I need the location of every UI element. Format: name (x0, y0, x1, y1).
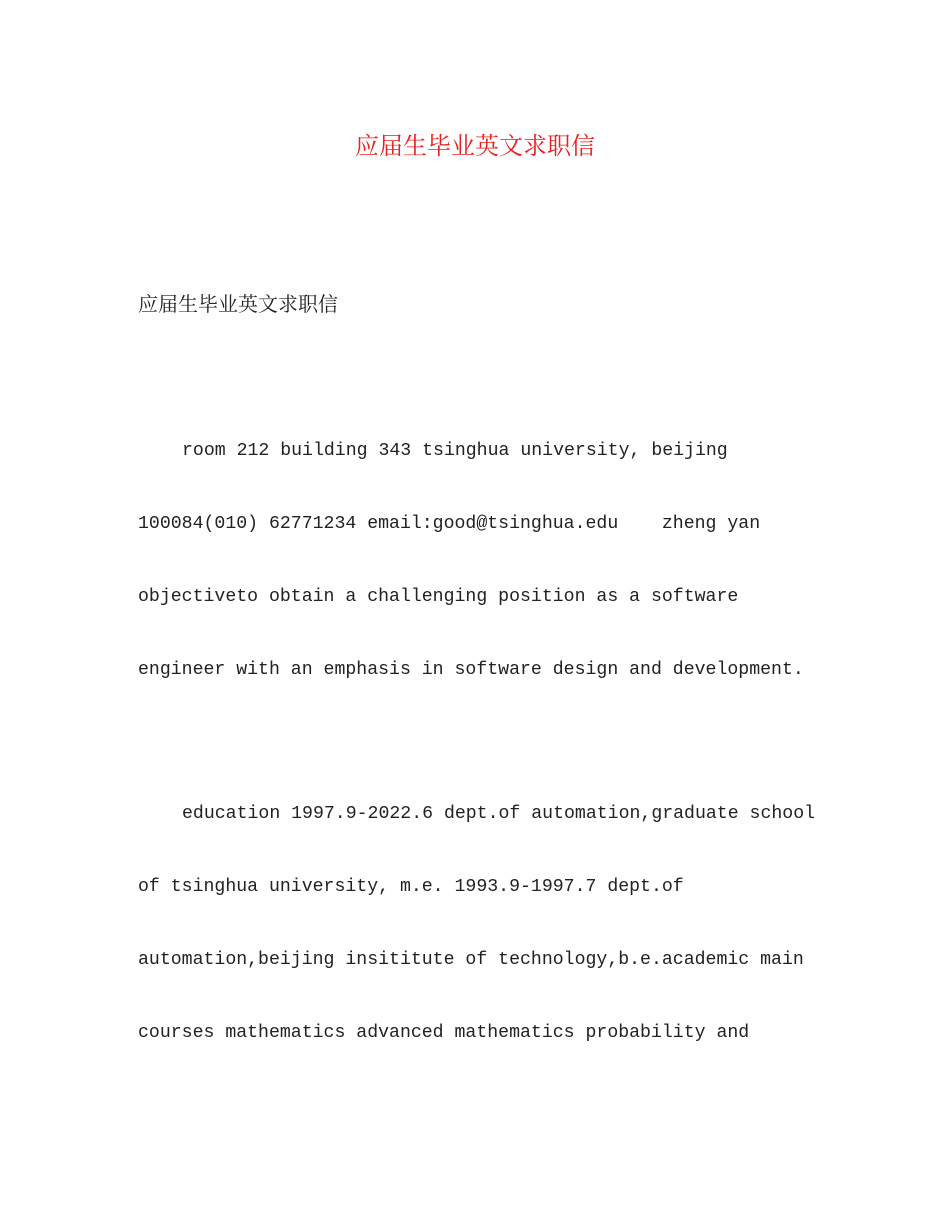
paragraph-line: engineer with an emphasis in software design and development. (138, 660, 804, 680)
document-title: 应届生毕业英文求职信 (355, 132, 595, 160)
paragraph-line: automation,beijing insititute of technology,b.e.academic main (138, 950, 804, 970)
paragraph-line: education 1997.9-2022.6 dept.of automation,graduate school (182, 804, 816, 824)
paragraph-line: 100084(010) 62771234 email:good@tsinghua.edu zheng yan (138, 514, 761, 534)
paragraph-line: of tsinghua university, m.e. 1993.9-1997.7 dept.of (138, 877, 684, 897)
paragraph-line: room 212 building 343 tsinghua university, beijing (182, 441, 728, 461)
paragraph-line: courses mathematics advanced mathematics probability and (138, 1023, 750, 1043)
document-subtitle: 应届生毕业英文求职信 (138, 292, 338, 316)
paragraph-line: objectiveto obtain a challenging position as a software (138, 587, 739, 607)
